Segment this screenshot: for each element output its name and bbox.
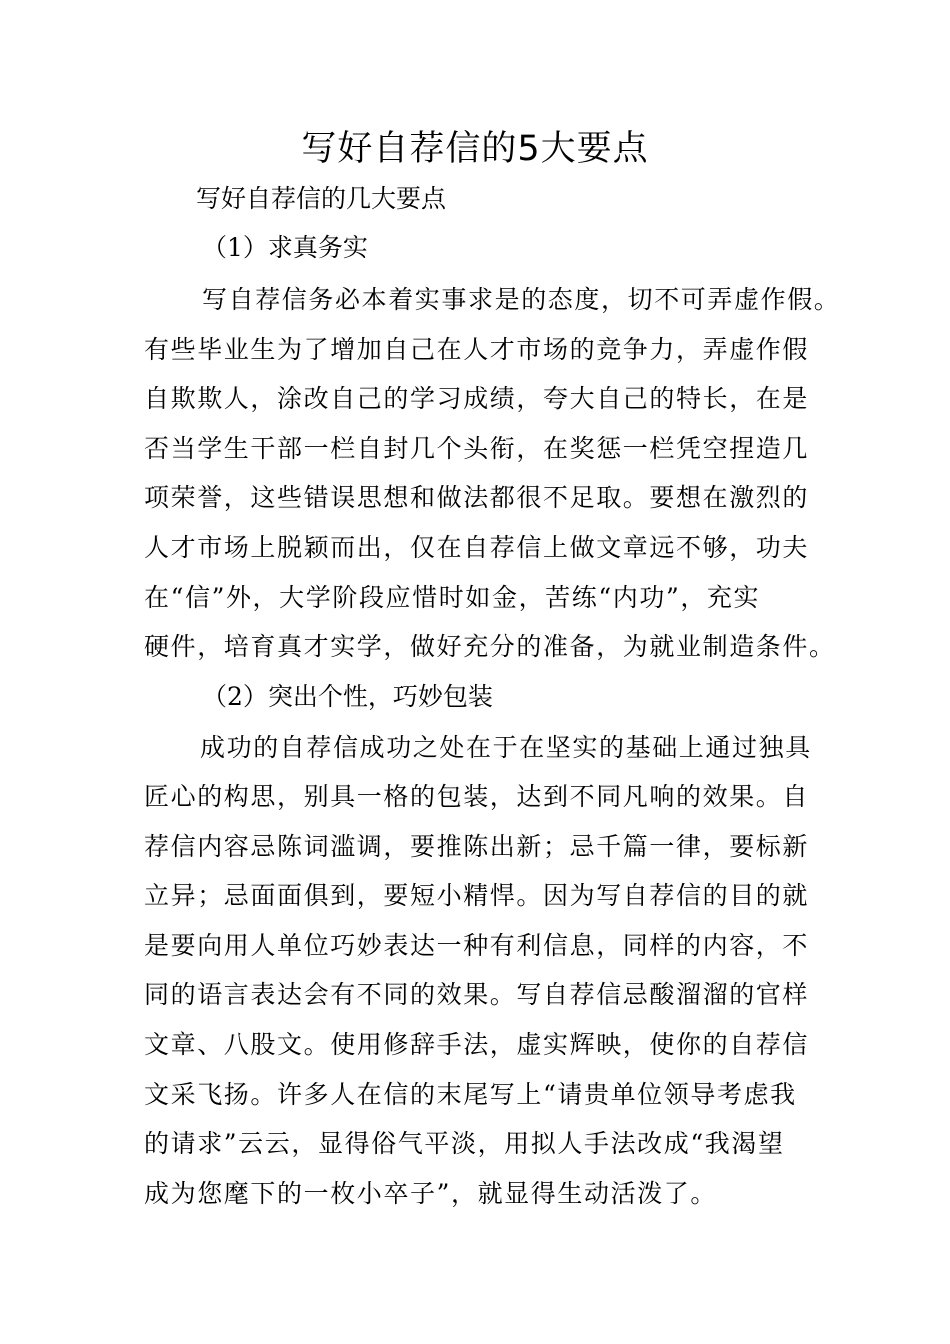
- section-1-line-6: 人才市场上脱颖而出，仅在自荐信上做文章远不够，功夫: [144, 533, 810, 562]
- section-1-line-1: 写自荐信务必本着实事求是的态度，切不可弄虚作假。: [202, 285, 841, 314]
- section-1-line-8: 硬件，培育真才实学，做好充分的准备，为就业制造条件。: [144, 632, 836, 661]
- document-title: 写好自荐信的5大要点: [301, 129, 649, 169]
- section-2-line-5: 是要向用人单位巧妙表达一种有利信息，同样的内容，不: [144, 931, 810, 960]
- document-subtitle: 写好自荐信的几大要点: [196, 184, 447, 213]
- section-2-line-4: 立异；忌面面俱到，要短小精悍。因为写自荐信的目的就: [144, 881, 810, 910]
- section-2-heading: （2）突出个性，巧妙包装: [202, 682, 493, 711]
- section-1-line-5: 项荣誉，这些错误思想和做法都很不足取。要想在激烈的: [144, 483, 810, 512]
- section-2-line-10: 成为您麾下的一枚小卒子”，就显得生动活泼了。: [144, 1179, 717, 1208]
- section-1-line-3: 自欺欺人，涂改自己的学习成绩，夸大自己的特长，在是: [144, 384, 810, 413]
- section-2-line-7: 文章、八股文。使用修辞手法，虚实辉映，使你的自荐信: [144, 1030, 810, 1059]
- section-2-line-3: 荐信内容忌陈词滥调，要推陈出新；忌千篇一律，要标新: [144, 832, 810, 861]
- section-2-line-6: 同的语言表达会有不同的效果。写自荐信忌酸溜溜的官样: [144, 980, 810, 1009]
- section-2-line-2: 匠心的构思，别具一格的包装，达到不同凡响的效果。自: [144, 782, 810, 811]
- section-1-line-7: 在“信”外，大学阶段应惜时如金，苦练“内功”，充实: [144, 583, 761, 612]
- section-1-heading: （1）求真务实: [202, 233, 368, 262]
- section-1-line-2: 有些毕业生为了增加自己在人才市场的竞争力，弄虚作假: [144, 335, 810, 364]
- section-2-line-1: 成功的自荐信成功之处在于在坚实的基础上通过独具: [200, 733, 812, 762]
- section-1-line-4: 否当学生干部一栏自封几个头衔，在奖惩一栏凭空捏造几: [144, 434, 810, 463]
- section-2-line-8: 文采飞扬。许多人在信的末尾写上“请贵单位领导考虑我: [144, 1080, 797, 1109]
- section-2-line-9: 的请求”云云，显得俗气平淡，用拟人手法改成“我渴望: [144, 1129, 785, 1158]
